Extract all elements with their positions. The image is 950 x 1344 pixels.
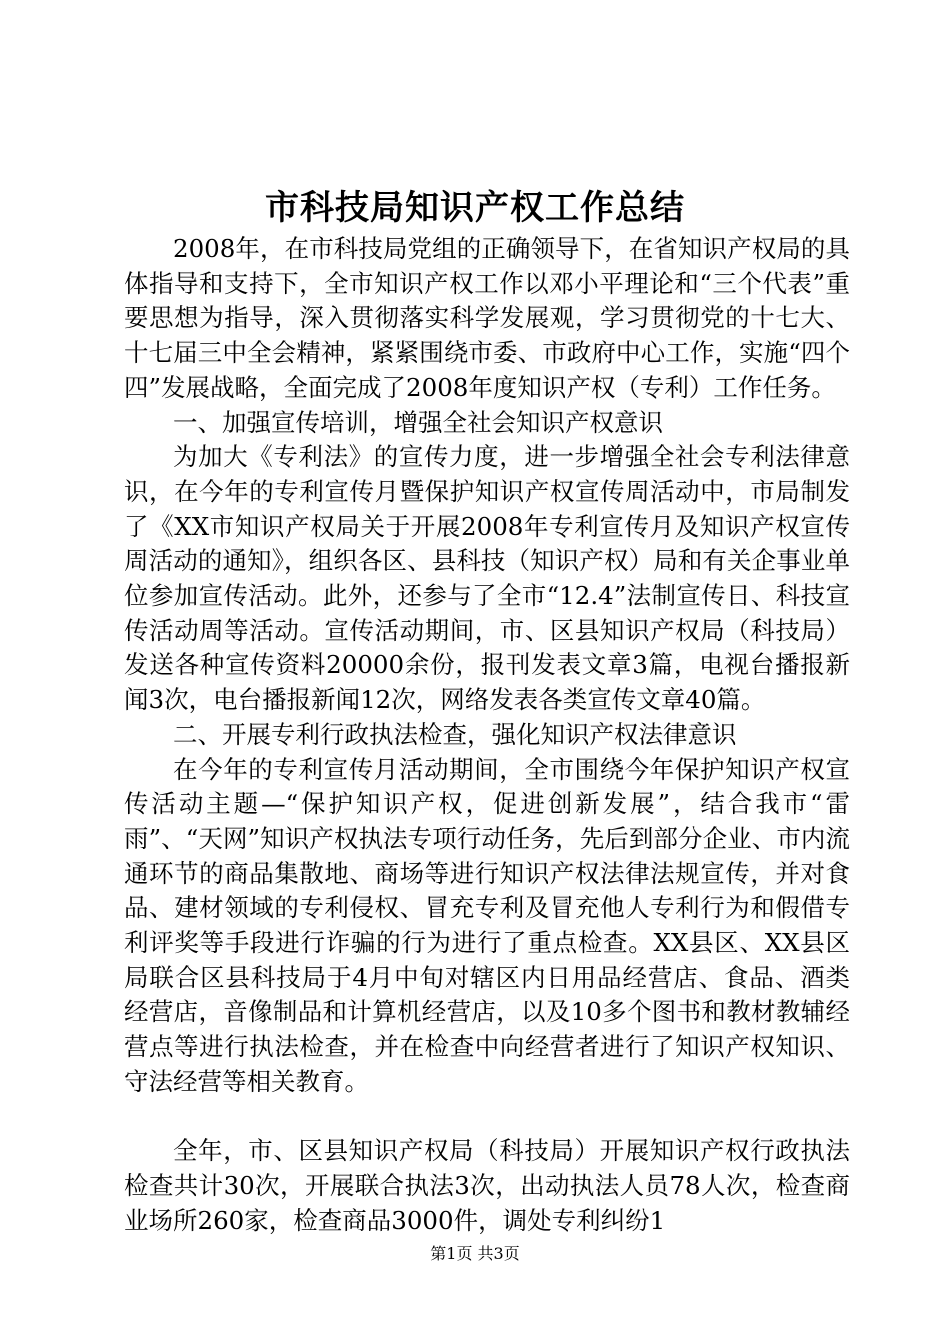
section-1-paragraph: 为加大《专利法》的宣传力度，进一步增强全社会专利法律意识，在今年的专利宣传月暨保护知识产权宣传周活动中，市局制发了《XX市知识产权局关于开展2008年专利宣传月及知识产权宣传周活动的通知》，组织各区、县科技（知识产权）局和有关企事业单位参加宣传活动。此外，还参与了全市“12.4”法制宣传日、科技宣传活动周等活动。宣传活动期间，市、区县知识产权局（科技局）发送各种宣传资料20000余份，报刊发表文章3篇，电视台播报新闻3次，电台播报新闻12次，网络发表各类宣传文章40篇。 bbox=[124, 442, 850, 715]
document-body bbox=[124, 232, 850, 1238]
section-heading-2: 二、开展专利行政执法检查，强化知识产权法律意识 bbox=[173, 719, 737, 749]
document-title: 市科技局知识产权工作总结 bbox=[265, 188, 685, 228]
section-2-paragraph: 在今年的专利宣传月活动期间，全市围绕今年保护知识产权宣传活动主题—“保护知识产权，促进创新发展”，结合我市“雷雨”、“天网”知识产权执法专项行动任务，先后到部分企业、市内流通环节的商品集散地、商场等进行知识产权法律法规宣传，并对食品、建材领域的专利侵权、冒充专利及冒充他人专利行为和假借专利评奖等手段进行诈骗的行为进行了重点检查。XX县区、XX县区局联合区县科技局于4月中旬对辖区内日用品经营店、食品、酒类经营店，音像制品和计算机经营店，以及10多个图书和教材教辅经营点等进行执法检查，并在检查中向经营者进行了知识产权知识、守法经营等相关教育。 bbox=[124, 754, 850, 1096]
summary-paragraph: 全年，市、区县知识产权局（科技局）开展知识产权行政执法检查共计30次，开展联合执法3次，出动执法人员78人次，检查商业场所260家，检查商品3000件，调处专利纠纷1 bbox=[124, 1136, 850, 1235]
intro-paragraph: 2008年，在市科技局党组的正确领导下，在省知识产权局的具体指导和支持下，全市知识产权工作以邓小平理论和“三个代表”重要思想为指导，深入贯彻落实科学发展观，学习贯彻党的十七大、十七届三中全会精神，紧紧围绕市委、市政府中心工作，实施“四个四”发展战略，全面完成了2008年度知识产权（专利）工作任务。 bbox=[124, 234, 850, 402]
section-heading-1: 一、加强宣传培训，增强全社会知识产权意识 bbox=[173, 407, 663, 437]
page-number-footer: 第1页 共3页 bbox=[430, 1244, 520, 1263]
